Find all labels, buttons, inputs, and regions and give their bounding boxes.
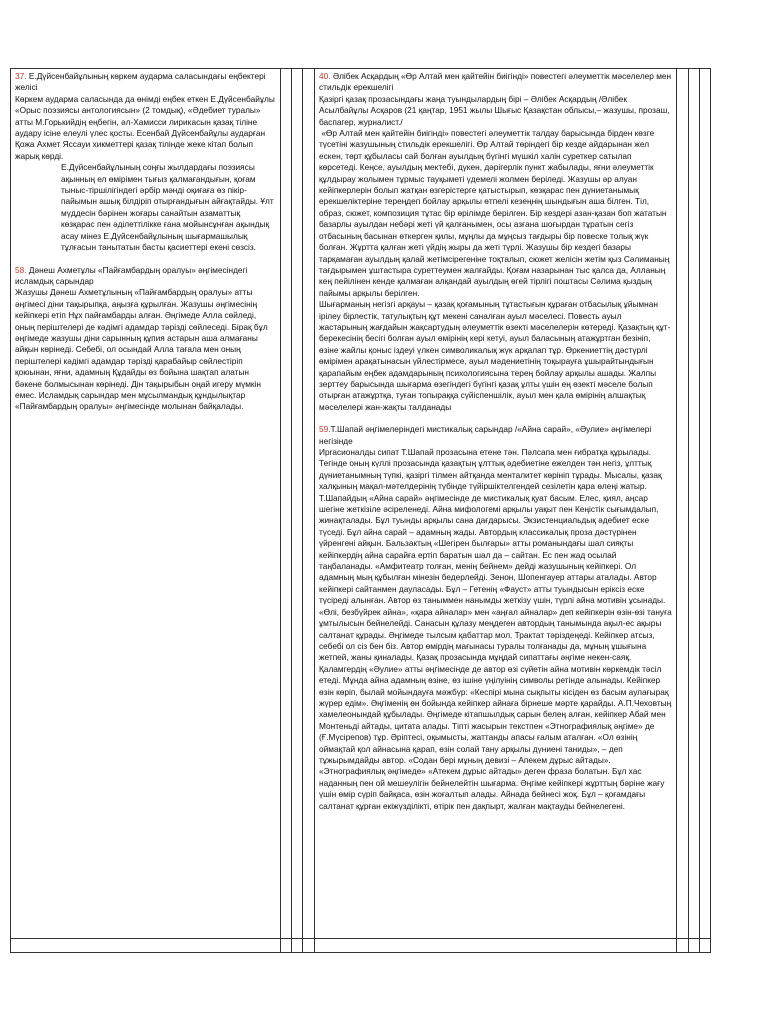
mark-cell [689, 69, 700, 939]
empty-cell [700, 939, 711, 953]
entry-37-number: 37. [15, 71, 27, 81]
content-row [11, 69, 711, 939]
mark-cell [281, 69, 292, 939]
mark-cell [677, 69, 689, 939]
entry-40-number: 40. [319, 71, 331, 81]
entry-37-indented-paragraph: Е.Дүйсенбайұлының соңғы жылдардағы поэзиясы ақынның ел өмірімен тығыз қалмағандығын, қоғам тыныс-тіршілігіндегі әрбір мәнді оқиғаға өз пікір-пайымын ашық білдіріп отырғандығын айғақтайды. Ұлт мүддесін бәрінен жоғары санайтын азаматтық көзқарас пен әділеттілікке ғана мойынсұнған ақындық асау мінез Е.Дүйсенбайұлының шығармашылық тұлғасын танытатын басты қасиеттері екені сөзсіз. [61, 162, 276, 253]
entry-40-paragraph: Шығарманың негізгі арқауы – қазақ қоғамының тұтастығын құраған отбасылық ұйымнан ірілеу бірлестік, татулықтың құт мекені саналған ауыл мәселесі. Повесть ауыл жастарының жағдайын жақсартудың әлеуметтік өзекті мәселелерін көтереді. Қазақтың құт-берекесінің бесігі болған ауыл өмірінің кері кетуі, ауыл баласының атажұртган безініп, өзіне жайлы қоныс іздеуі үлкен символикалық жүк арқалап тұр. Өркениеттің дәстүрлі өмірімен арақатынасын үйлестірмесе, ауыл мәдениетінің тоқырауға ұшырайтындығын қарапайым еңбек адамдарының психологиясына терең бойлау арқылы ашады. Жалпы зерттеу барысында шығарма өзегіндегі бүгінгі қазақ ұлты үшін ең өзекті мәселе болып отырған атажұртқа, туған топыраққа сүйіспеншілік, ауыл мен қала өмірінің алшақтық мәселелері жан-жақты талданады [319, 299, 671, 412]
empty-cell [281, 939, 292, 953]
empty-cell [315, 939, 677, 953]
empty-cell [689, 939, 700, 953]
entry-37-title: 37. Е.Дүйсенбайұлының көркем аудармa саласындағы еңбектері желісі [15, 71, 268, 93]
entry-59-paragraph: Ирracионалды сипат Т.Шапай прозасына етене тән. Пәлсапа мен ғибратқа құрылады. Тегінде оның күллі прозасында қазақтың ұлттық әдебиетіне ежелден тән негіз, ұлттық дүниетанымның түпкі, қазіргі тілмен айтқанда менталитет көрініп тұрады. Мысалы, қазақ халқының мақал-мәтелдерінің түбінде түйіршіктелгендей сезілетін қара өлеңі жатыр. [319, 447, 664, 492]
entry-40-title: 40. Әлібек Асқардың «Өр Алтай мен қайтейін биігінді» повестегі әлеуметтік мәселелер мен стильдік ерекшелігі [319, 71, 674, 93]
entry-58-number: 58. [15, 264, 27, 275]
entry-58-paragraph: Жазушы Дәнеш Ахметұлының «Пайғамбардың оралуы» атты әңгімесі діни тақырыпқа, аңызға құрылған. Жазушы әңгімесінің кейіпкері етіп Нұх пайғамбарды алған. Әңгімеде Алла сөйледі, оның періштелері де кәдімгі адамдар тәрізді сөйлеседі. Бірақ бұл әңгімеде жазушы діни сарынның құпия астарын аша алмағаны айқын көрінеді. Себебі, ол осындай Алла тағала мен оның періштелері кәдімгі адамдар тәрізді қарабайыр сөйлестіріп қоюынан, яғни, адамның Құдайды өз бойына шақтап алатын бәкене болмысынан көрінеді. Дін тақырыбын оңай игеру мүмкін емес. Исламдық сарындар мен мұсылмандық құндылықтар «Пайғамбардың оралуы» әңгімесінде молынан байқалады. [15, 287, 270, 412]
entry-40-paragraph: «Өр Алтай мен қайтейін биігінді» повестегі әлеуметтік талдау барысында бірден көзге түсетіні жазушының стильдік ерекшелігі. Өр Алтай төріндегі бір кезде айдарынан жел ескен, төрт құбыласы сай болған ауылдың бүгінгі мүшкіл халін суреткер сатылап көрсетеді. Кеңсе, ауылдың мектебі, дүкен, дәрігерлік пункт жабылады, яғни әлеуметтік құлдырау жолымен тұрмыс тауқыметі үдемелі жолмен беріледі. Жазушы әр алуан кейіпкерлерін болып жатқан өзгерістерге қатыстырып, көзқарас пен дүниетанымық ерекшеліктеріне тереңдеп бойлау арқылы өтпелі кезеңнің шындығын аша білген. Тіл, образ, сюжет, композиция тұтас бір өрілімде берілген. Бір кездері азан-қазан боп жататын базарлы ауылдан небәрі жеті үй қалғанымен, осы азғана шоғырдан тұратын сегіз отбасының басынан өткерген қилы, мұңлы да мұңсыз тағдыры бір повеске толық жүк болған. Жұртта қалған жеті үйдің жыры да жеті түрлі. Жазушы бір кездегі базары тарқамаған ауылдың қалай жетімсірегеніне тоқталып, сюжет желісін жетім қыз Сәлиманың тағдырымен ұштастыра суреттеумен жалғайды. Қоғам назарынан тыс қалса да, Алланың кең пейілінен кенде қалмаған алқандай ауылдың өгей тірлігі поштасы Сәлима қыздың пайымы арқылы берілген. [319, 128, 672, 298]
entry-59-paragraph: Т.Шапайдың «Айна сарай» әңгімесінде де мистикалық қуат басым. Елес, қиял, аңсар шегіне жеткізіле әсіреленеді. Айна мифологемі арқылы уақыт пен Кеңістік сығымдалып, жинақталады. Бұл туынды арқылы сана дағдарысы. Экзистенциальдық әдебиет еске түседі. Бұл айна сарай – адамның жады. Автордың классикалық проза дәстүрінен үйренгені айқын. Бальзактың «Шегірен былғары» атты романындағы шал сияқты кейіпкердің айна сарайға ертіп баратын шал да – сайтан. Ес пен жад осылай таңбаланады. «Амфитеатр толған, менің бейнем» дейді жазушының кейіпкері. Ол адамның мың құбылған мінезін бедерлейді. Зенон, Шопенгауер аттары аталады. Автор кейіпкері сайтанмен дауласады. Бұл – Гетенің «Фауст» атты туындысын еріксіз еске түсіреді алынған. Автор өз таныммен нанымды жеткізу үшін, түрлі айна мотивін ұсынады. «Өлі, безбүйрек айна», «қара айналар» мен «аңғал айналар» деп кейіпкерін өзін-өзі тануға ұмтылысын бейнелейді. Санасын құлазу меңдеген автордың танымында ақыл-ес ақыры салтанат құрады. Әңгімеде тылсым қабаттар мол. Трактат тәріздеңеді. Кейіпкер атсыз, себебі ол сіз бен біз. Автор өмірдің мағынасы туралы толғанады да, мұның ұшығына жетпей, жаны қиналады. Қазақ прозасында мұңдай сипаттағы әңгіме некен-саяқ. Қаламгердің «Әулие» атты әңгімесінде де автор өзі сүйетін айна мотивін көркемдік тәсіл етеді. Мұнда айна адамның өзіне, өз ішіне үңілуінің символы ретінде алынады. Кейіпкер өзін көріп, былай мойындауға мәжбүр: «Кеспірі мына сықпыты кісіден өз басым аулағырақ жүрер едім». Әңгіменің өн бойында кейіпкер айнаға бірнеше мәрте қарайды. А.П.Чеховтың хамелеонындай құбылады. Әңгімеде кітапшылдық сарын белең алған, кейіпкер Абай мен Монтеньді айтады, цитата алады. Тіпті жасырын текстпен «Этнографиялық әңгіме» де (Ғ.Мүсірепов) тұр. Әріптесі, оқымысты, жаттанды апасы ғалым аталған. «Ол өзінің оймақтай қол айнасына қарап, өзін солай тану арқылы дүниені таниды», – деп тұжырымдайды автор. «Содан бері мұның девизі – Апекем дұрыс айтады». «Этнографиялық әңгімеде» «Атекем дұрыс айтады» деген фраза болатын. Бұл хас наданның пен ой мешеулігін бейнелейтін шығарма. Әңгіме кейіпкері жұрттың бәріне жағу үшін өмір сүріп байқаса, өзін жоғалтып алады. Айнада бейнесі жоқ. Бұл – қоғамдағы салтанат құрған екіжүзділікті, өтірік пен дақпырт, жалған мақтауды бейнелегені. [319, 492, 675, 811]
entry-40-paragraph: Қазіргі қазақ прозасындағы жаңа туындылардың бірі – Әлібек Асқардың /Әлібек Асылбайұлы Асқаров (21 қаңтар, 1951 жылы Шығыс Қазақстан облысы,– жазушы, прозаш, баспагер, журналист./ [319, 93, 672, 127]
entry-58-title: 58. Дәнеш Ахметұлы «Пайғамбардың оралуы» әңгімесіндегі исламдық сарындар [15, 264, 250, 286]
entry-37-paragraph: Көркем аударма саласында да өнімді еңбек еткен Е.Дүйсенбайұлы «Орыс поэзиясы антологиясын» (2 томдық), «Әдебиет туралы» атты М.Горькийдің еңбегін, әл-Хамисси лирикасын қазақ тіліне аудару ісіне елеулі үлес қосты. Есенбай Дүйсенбайұлы аударған Қожа Ахмет Яссауи хикметтері қазақ тілінде жеке кітап болып жарық көрді. [15, 93, 278, 161]
mark-cell [292, 69, 303, 939]
left-text-cell [11, 69, 281, 939]
empty-cell [303, 939, 315, 953]
entry-59-title: 59.Т.Шапай әңгімелеріндегі мистикалық сарындар /«Айна сарай», «Әулие» әңгімелері негізінде [319, 424, 654, 446]
mark-cell [700, 69, 711, 939]
empty-cell [292, 939, 303, 953]
mark-cell [303, 69, 315, 939]
ticket-table [10, 68, 711, 953]
entry-59-number: 59. [319, 424, 331, 435]
right-text-cell [315, 69, 677, 939]
empty-cell [11, 939, 281, 953]
empty-cell [677, 939, 689, 953]
empty-row [11, 939, 711, 953]
